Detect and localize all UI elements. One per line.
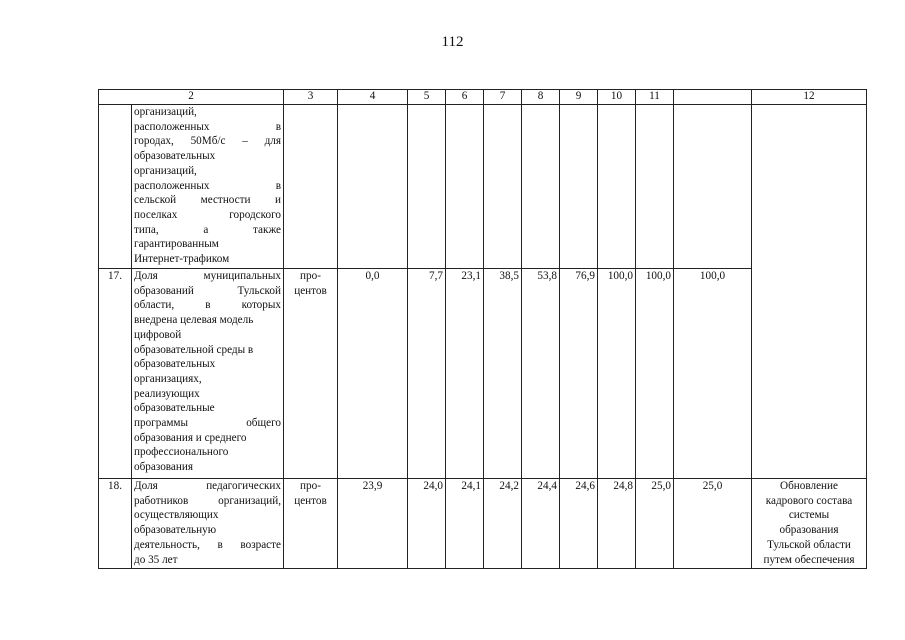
name-line: области, в которых xyxy=(134,299,281,312)
value-cell xyxy=(636,105,674,269)
name-line: расположенных в xyxy=(134,120,281,133)
name-line: образовательной среды в xyxy=(134,343,254,356)
name-line: Доля муниципальных xyxy=(134,270,281,282)
note-line: Обновление xyxy=(780,480,838,492)
note-line: системы xyxy=(788,509,830,522)
column-header: 6 xyxy=(446,90,484,105)
name-line: поселках городского xyxy=(134,208,281,221)
value-cell xyxy=(674,105,752,269)
column-header: 9 xyxy=(560,90,598,105)
name-line: образовательных xyxy=(134,358,216,371)
column-header-row xyxy=(99,90,867,105)
name-line: работников организаций, xyxy=(134,494,281,507)
value-cell: 25,0 xyxy=(636,479,674,569)
value-cell: 38,5 xyxy=(484,269,522,479)
name-line: городах, 50Мб/с – для xyxy=(134,135,281,148)
indicator-name-cell xyxy=(132,479,284,569)
column-header: 11 xyxy=(636,90,674,105)
name-line: цифровой xyxy=(134,328,182,341)
name-line: Доля педагогических xyxy=(134,480,281,492)
value-cell: 23,1 xyxy=(446,269,484,479)
row-number-cell: 17. xyxy=(99,269,132,479)
name-line: Интернет-трафиком xyxy=(134,253,230,266)
column-header: 3 xyxy=(284,90,338,105)
indicator-name-cell xyxy=(132,105,284,269)
name-line: сельской местности и xyxy=(134,194,281,207)
name-line: расположенных в xyxy=(134,179,281,192)
column-header: 5 xyxy=(408,90,446,105)
column-header: 7 xyxy=(484,90,522,105)
unit-line: про- xyxy=(300,480,321,492)
value-cell: 53,8 xyxy=(522,269,560,479)
indicator-name-cell xyxy=(132,269,284,479)
name-line: программы общего xyxy=(134,417,281,430)
row-number-cell xyxy=(99,105,132,269)
name-line: образований Тульской xyxy=(134,284,281,297)
column-header: 12 xyxy=(752,90,867,105)
value-cell: 23,9 xyxy=(338,479,408,569)
name-line: образования и среднего xyxy=(134,431,247,444)
table-row-18 xyxy=(99,479,867,569)
name-line: профессионального xyxy=(134,446,229,459)
column-header: 10 xyxy=(598,90,636,105)
name-line: осуществляющих xyxy=(134,509,219,522)
value-cell: 24,8 xyxy=(598,479,636,569)
value-cell xyxy=(560,105,598,269)
value-cell: 7,7 xyxy=(408,269,446,479)
note-line: образования xyxy=(779,524,839,537)
name-line: организаций, xyxy=(134,106,197,118)
name-line: образовательных xyxy=(134,150,216,163)
value-cell: 25,0 xyxy=(674,479,752,569)
name-line: организациях, xyxy=(134,372,202,385)
column-header: 4 xyxy=(338,90,408,105)
name-line: образовательные xyxy=(134,402,215,415)
name-line: гарантированным xyxy=(134,238,219,251)
column-header: 2 xyxy=(99,90,284,105)
note-line: Тульской области xyxy=(767,538,851,551)
name-line: образования xyxy=(134,461,194,474)
indicator-table xyxy=(98,89,867,569)
value-cell xyxy=(484,105,522,269)
note-cell xyxy=(752,479,867,569)
value-cell: 24,4 xyxy=(522,479,560,569)
value-cell: 24,2 xyxy=(484,479,522,569)
note-line: кадрового состава xyxy=(765,494,853,507)
name-line: организаций, xyxy=(134,164,197,177)
column-header xyxy=(674,90,752,105)
unit-line: центов xyxy=(294,284,327,297)
column-header: 8 xyxy=(522,90,560,105)
name-line: до 35 лет xyxy=(134,553,178,566)
name-line: реализующих xyxy=(134,387,200,400)
name-line: типа, а также xyxy=(134,223,281,236)
unit-cell xyxy=(284,105,338,269)
name-line: внедрена целевая модель xyxy=(134,314,254,327)
value-cell xyxy=(446,105,484,269)
value-cell: 100,0 xyxy=(636,269,674,479)
value-cell: 100,0 xyxy=(674,269,752,479)
name-line: деятельность, в возрасте xyxy=(134,538,281,551)
page-number: 112 xyxy=(441,34,464,50)
table-row-continuation xyxy=(99,105,867,269)
note-cell xyxy=(752,105,867,479)
table-row-17 xyxy=(99,269,867,479)
unit-line: центов xyxy=(294,494,327,507)
value-cell: 24,1 xyxy=(446,479,484,569)
unit-line: про- xyxy=(300,270,321,282)
value-cell xyxy=(598,105,636,269)
value-cell: 0,0 xyxy=(338,269,408,479)
value-cell: 24,6 xyxy=(560,479,598,569)
value-cell: 100,0 xyxy=(598,269,636,479)
value-cell: 24,0 xyxy=(408,479,446,569)
row-number-cell: 18. xyxy=(99,479,132,569)
value-cell xyxy=(408,105,446,269)
unit-cell xyxy=(284,269,338,479)
name-line: образовательную xyxy=(134,524,217,537)
value-cell: 76,9 xyxy=(560,269,598,479)
value-cell xyxy=(338,105,408,269)
value-cell xyxy=(522,105,560,269)
unit-cell xyxy=(284,479,338,569)
note-line: путем обеспечения xyxy=(763,553,855,566)
